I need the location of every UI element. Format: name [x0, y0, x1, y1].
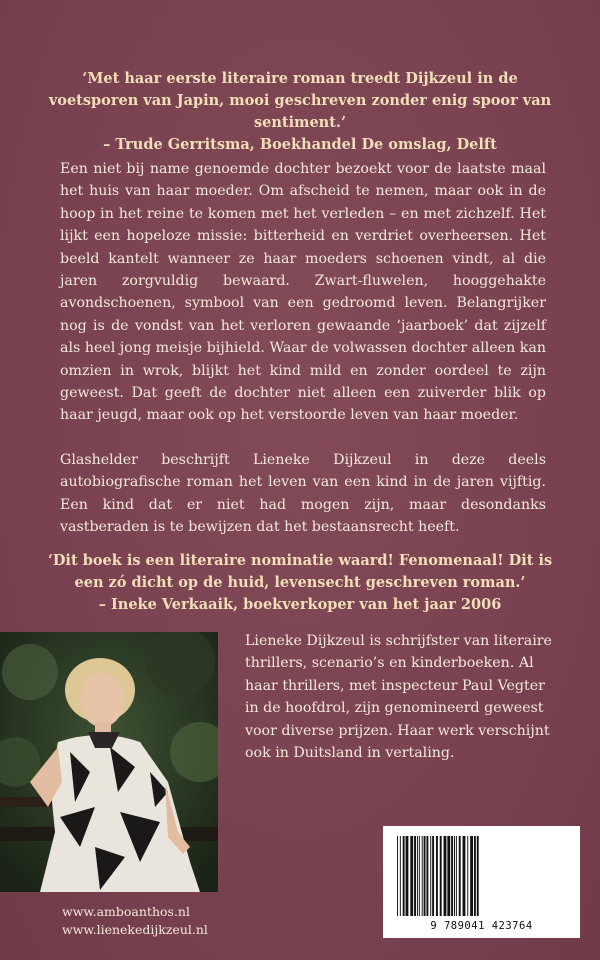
review-attribution: – Trude Gerritsma, Boekhandel De omslag, Delft [103, 136, 497, 153]
barcode-bar [414, 836, 416, 916]
barcode-bar [436, 836, 438, 916]
review-quote-top [40, 68, 560, 156]
barcode-bar [419, 836, 420, 916]
barcode-bar [422, 836, 423, 916]
barcode-bar [400, 836, 401, 916]
barcode-bar [456, 836, 457, 916]
barcode-bar [417, 836, 418, 916]
barcode-bar [406, 836, 409, 916]
barcode-bar [470, 836, 473, 916]
isbn-number: 9 789041 423764 [430, 920, 533, 932]
barcode-bars [383, 832, 580, 922]
barcode-bar [459, 836, 461, 916]
barcode-bar [477, 836, 479, 916]
synopsis-paragraph-2: Glashelder beschrijft Lieneke Dijkzeul in deze deels autobiografische roman het leven van een kind in de jaren vijftig. Een kind dat er niet had mogen zijn, maar desondanks vastberaden is te bewijzen dat het bestaansrecht heeft. [60, 452, 546, 536]
barcode-bar [403, 836, 405, 916]
synopsis-paragraph-1: Een niet bij name genoemde dochter bezoekt voor de laatste maal het huis van haar moeder. Om afscheid te nemen, maar ook in de hoop in het reine te komen met het verleden – en met zichzelf. Het lijkt een hopeloze missie: bitterheid en verdriet overheersen. Het beeld kantelt wanneer ze haar moeders schoenen vindt, al die jaren zorgvuldig bewaard. Zwart-fluwelen, hooggehakte avondschoenen, symbool van een gedroomd leven. Belangrijker nog is de vondst van het verloren gewaande ‘jaarboek’ dat zijzelf als heel jong meisje bijhield. Waar de volwassen dochter alleen kan omzien in wrok, blijkt het kind mild en zonder oordeel te zijn geweest. Dat geeft de dochter niet alleen een zuiverder blik op haar jeugd, maar ook op het verstoorde leven van haar moeder. [60, 161, 546, 424]
review-attribution: – Ineke Verkaaik, boekverkoper van het jaar 2006 [98, 596, 502, 613]
barcode-bar [397, 836, 398, 916]
barcode-bar [430, 836, 431, 916]
review-quote-bottom [40, 550, 560, 616]
barcode-bar [410, 836, 413, 916]
barcode-bar [444, 836, 447, 916]
barcode-bar [467, 836, 468, 916]
barcode-bar [424, 836, 426, 916]
website-list [62, 903, 208, 939]
barcode [383, 826, 580, 938]
website-link[interactable]: www.lienekedijkzeul.nl [62, 922, 208, 937]
barcode-bar [426, 836, 428, 916]
barcode-bar [447, 836, 450, 916]
author-photo [0, 632, 218, 892]
review-quote-text: ‘Dit boek is een literaire nominatie waard! Fenomenaal! Dit is een zó dicht op de huid, levensecht geschreven roman.’ [47, 552, 553, 591]
barcode-bar [454, 836, 455, 916]
barcode-bar [474, 836, 476, 916]
website-link[interactable]: www.amboanthos.nl [62, 904, 190, 919]
barcode-bar [440, 836, 442, 916]
author-bio: Lieneke Dijkzeul is schrijfster van literaire thrillers, scenario’s en kinderboeken. Al haar thrillers, met inspecteur Paul Vegter in de hoofdrol, zijn genomineerd geweest voor diverse prijzen. Haar werk verschijnt ook in Duitsland in vertaling. [245, 633, 552, 762]
barcode-bar [451, 836, 453, 916]
review-quote-text: ‘Met haar eerste literaire roman treedt Dijkzeul in de voetsporen van Japin, mooi geschreven zonder enig spoor van sentiment.’ [48, 70, 552, 131]
barcode-bar [463, 836, 466, 916]
barcode-bar [432, 836, 434, 916]
